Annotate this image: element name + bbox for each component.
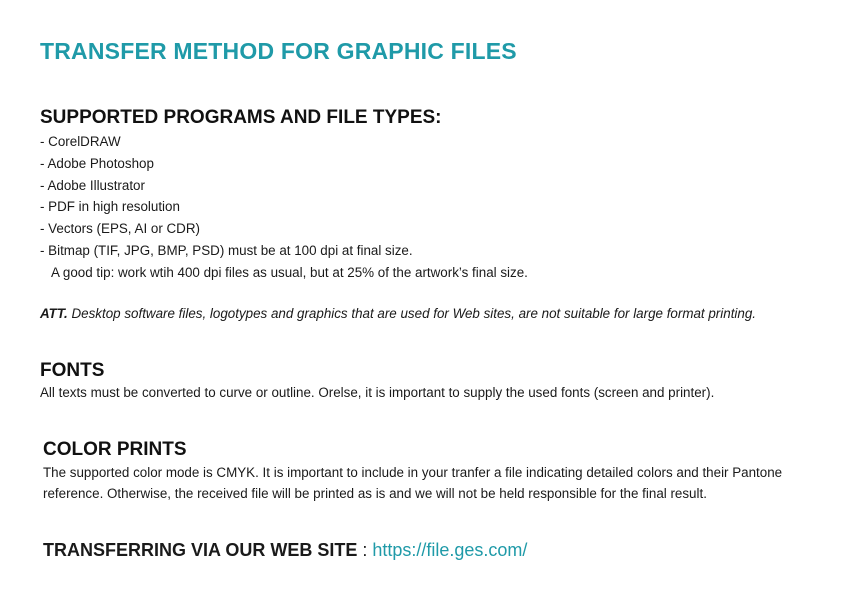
supported-programs-heading: SUPPORTED PROGRAMS AND FILE TYPES: [40,107,442,128]
color-prints-heading: COLOR PRINTS [43,439,187,460]
program-item: - Adobe Photoshop [40,155,154,171]
supported-programs-section [40,107,528,284]
color-prints-text: The supported color mode is CMYK. It is important to include in your tranfer a file indicating detailed colors and their Pantone reference. Otherwise, the received file will be printed as is and we will not be held responsible for the final result. [43,465,783,502]
program-item: - CorelDRAW [40,134,121,149]
att-label: ATT. [40,306,68,321]
color-prints-section [43,439,833,505]
program-item: - Bitmap (TIF, JPG, BMP, PSD) must be at 100 dpi at final size. [40,242,413,258]
transfer-line [43,540,527,561]
transfer-url-link[interactable]: https://file.ges.com/ [372,540,528,560]
fonts-text: All texts must be converted to curve or outline. Orelse, it is important to supply the used fonts (screen and printer). [40,385,715,400]
program-item: - Adobe Illustrator [40,177,145,193]
page-title: TRANSFER METHOD FOR GRAPHIC FILES [40,38,517,64]
transfer-label: TRANSFERRING VIA OUR WEB SITE [43,540,358,560]
tip-text: A good tip: work wtih 400 dpi files as usual, but at 25% of the artwork’s final size. [51,264,528,280]
transfer-separator: : [357,540,373,560]
att-text: Desktop software files, logotypes and graphics that are used for Web sites, are not suitable for large format printing. [67,306,757,321]
program-item: - PDF in high resolution [40,199,180,215]
att-note [40,306,756,321]
fonts-section [40,360,714,404]
fonts-heading: FONTS [40,360,105,381]
program-item: - Vectors (EPS, AI or CDR) [40,221,200,237]
